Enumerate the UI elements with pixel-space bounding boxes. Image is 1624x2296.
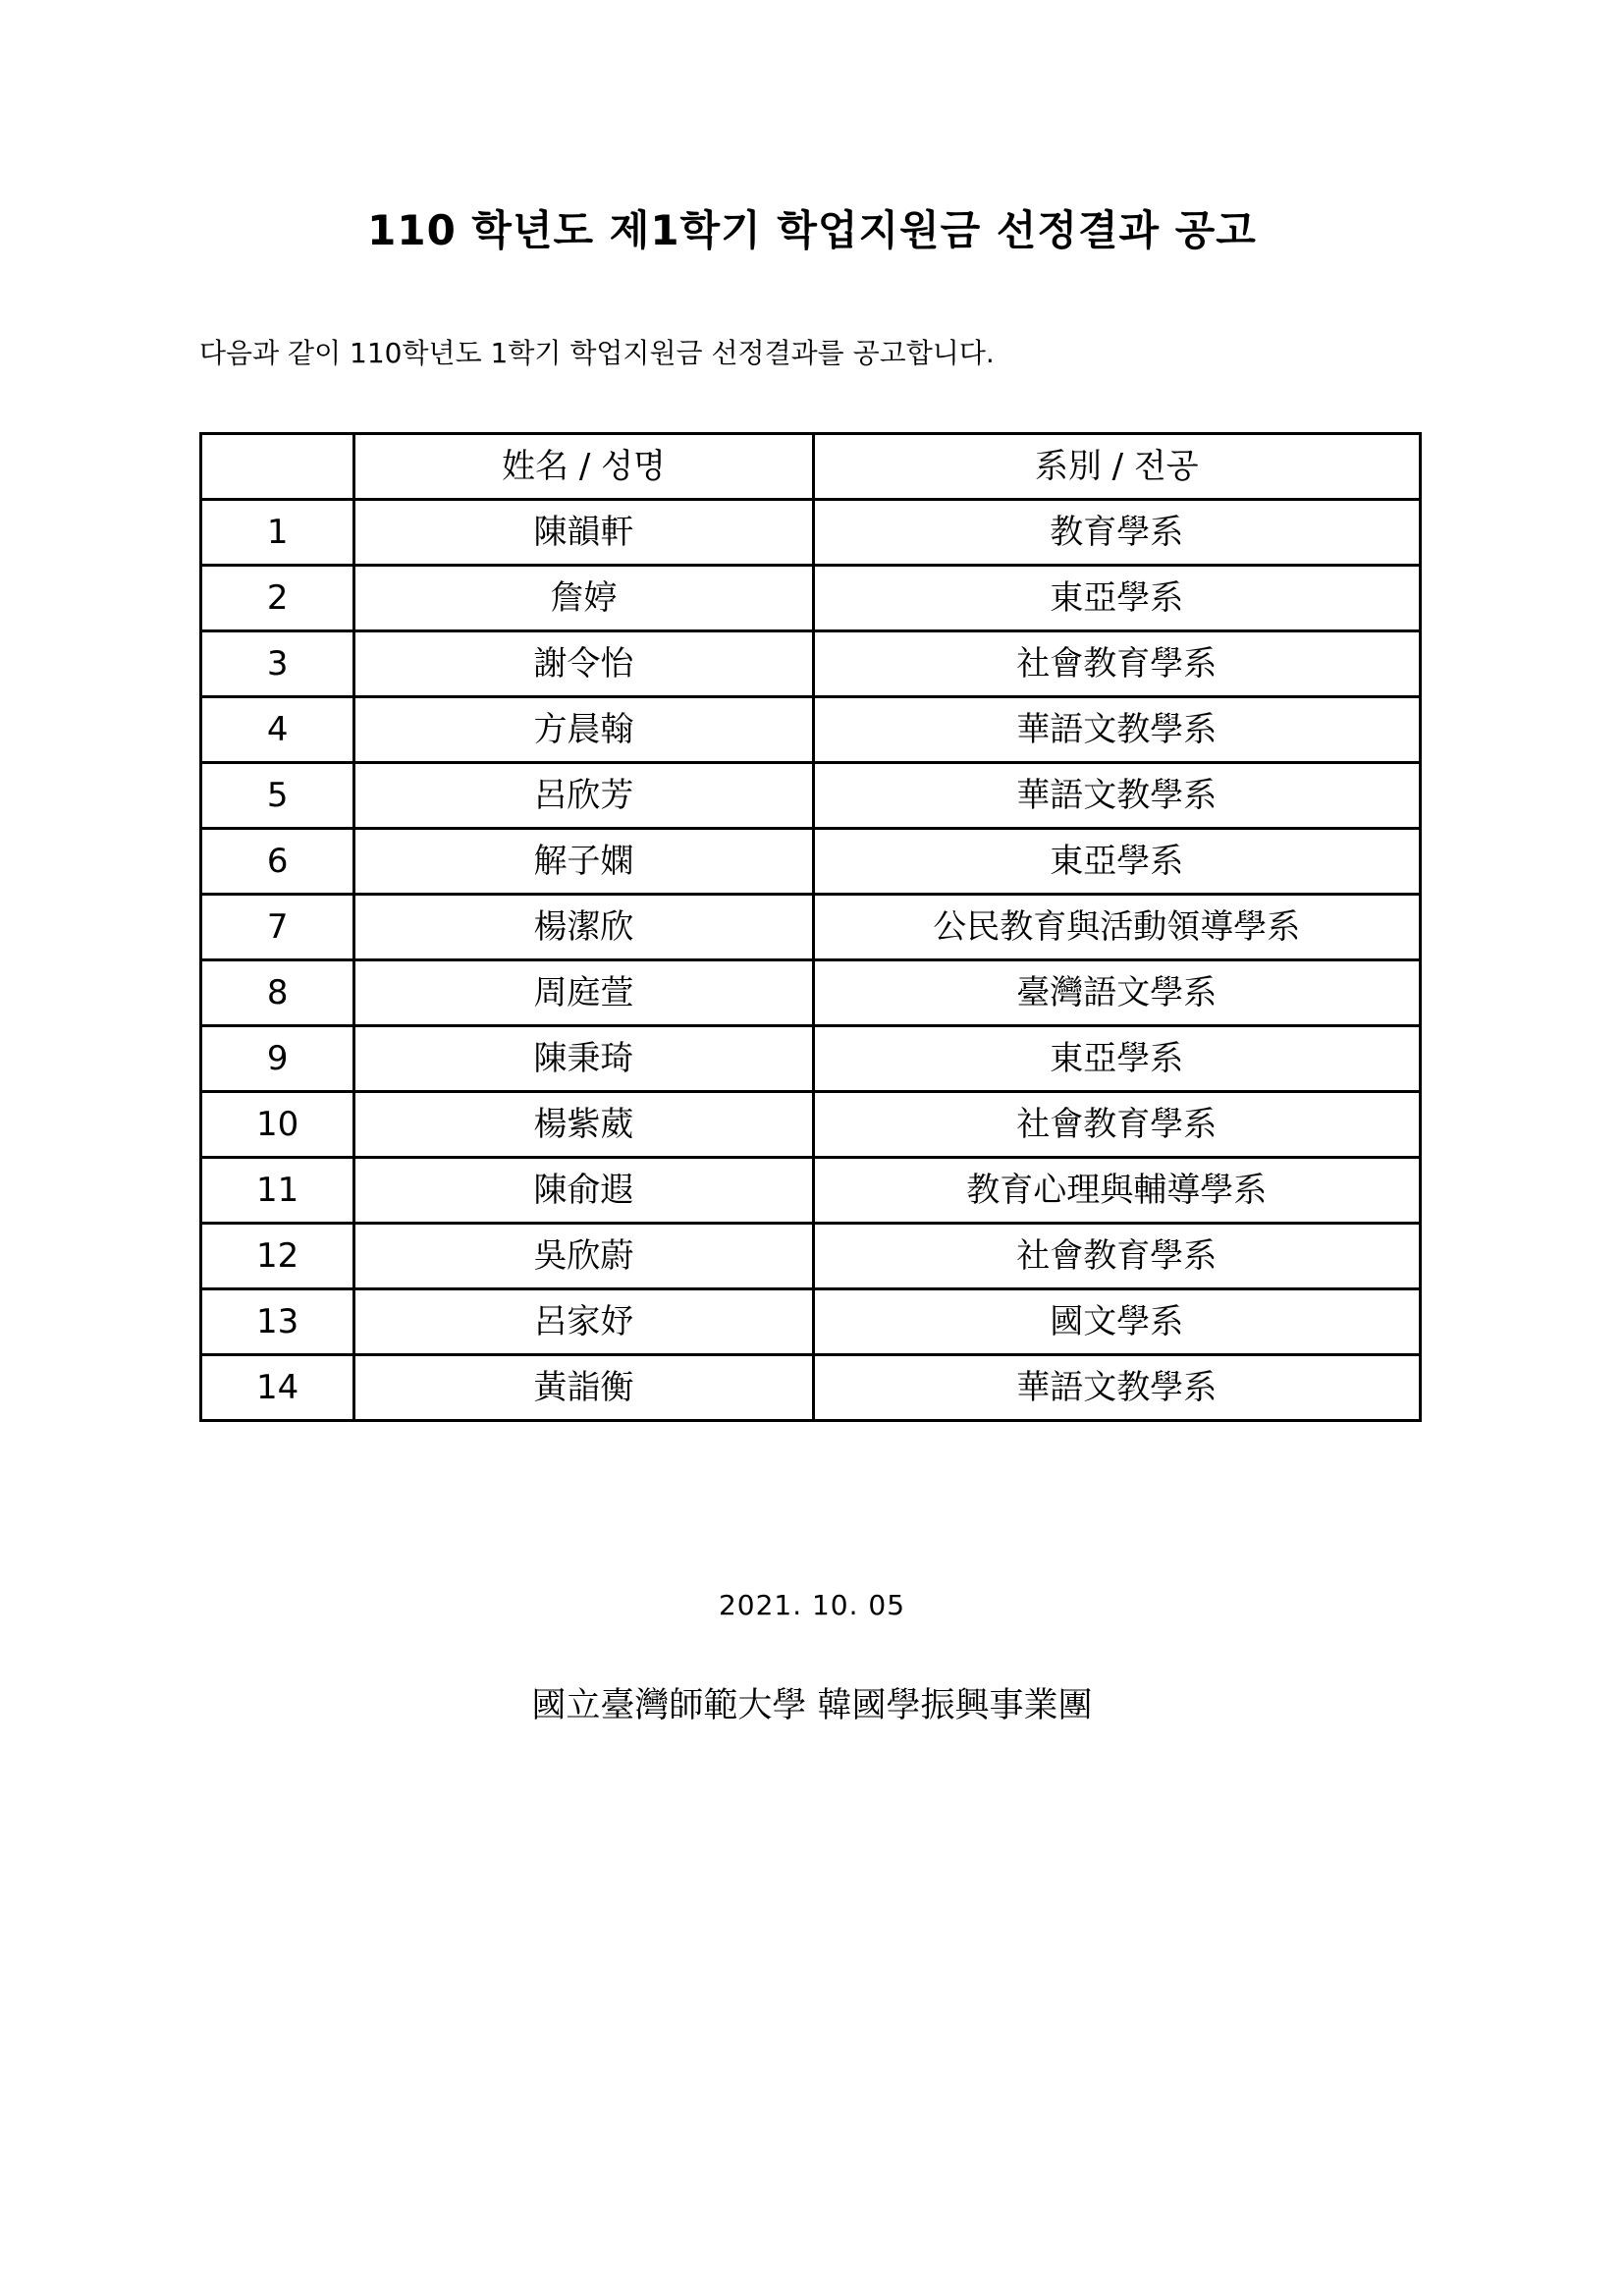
table-row (201, 697, 1421, 763)
table-row (201, 1158, 1421, 1224)
table-row (201, 1026, 1421, 1092)
header-name: 姓名 / 성명 (354, 434, 813, 500)
table-row (201, 1224, 1421, 1289)
student-name: 陳韻軒 (354, 500, 813, 566)
table-row (201, 500, 1421, 566)
row-number: 1 (201, 500, 354, 566)
results-table-body (201, 500, 1421, 1421)
table-row (201, 1289, 1421, 1355)
department-name: 教育心理與輔導學系 (813, 1158, 1421, 1224)
department-name: 華語文教學系 (813, 1355, 1421, 1421)
row-number: 9 (201, 1026, 354, 1092)
table-row (201, 895, 1421, 960)
row-number: 5 (201, 763, 354, 829)
table-row (201, 566, 1421, 631)
organization-name: 國立臺灣師範大學 韓國學振興事業團 (531, 1686, 1093, 1725)
department-name: 社會教育學系 (813, 1224, 1421, 1289)
student-name: 方晨翰 (354, 697, 813, 763)
student-name: 呂欣芳 (354, 763, 813, 829)
student-name: 謝令怡 (354, 631, 813, 697)
department-name: 教育學系 (813, 500, 1421, 566)
table-row (201, 960, 1421, 1026)
department-name: 東亞學系 (813, 566, 1421, 631)
department-name: 公民教育與活動領導學系 (813, 895, 1421, 960)
row-number: 10 (201, 1092, 354, 1158)
department-name: 國文學系 (813, 1289, 1421, 1355)
student-name: 詹婷 (354, 566, 813, 631)
announcement-date: 2021. 10. 05 (718, 1589, 906, 1621)
table-row (201, 1092, 1421, 1158)
department-name: 東亞學系 (813, 1026, 1421, 1092)
table-row (201, 829, 1421, 895)
student-name: 黃詣衡 (354, 1355, 813, 1421)
table-row (201, 631, 1421, 697)
student-name: 陳俞遐 (354, 1158, 813, 1224)
department-name: 東亞學系 (813, 829, 1421, 895)
row-number: 7 (201, 895, 354, 960)
row-number: 4 (201, 697, 354, 763)
student-name: 解子嫻 (354, 829, 813, 895)
row-number: 11 (201, 1158, 354, 1224)
department-name: 社會教育學系 (813, 1092, 1421, 1158)
student-name: 楊潔欣 (354, 895, 813, 960)
page-title: 110 학년도 제1학기 학업지원금 선정결과 공고 (367, 206, 1257, 254)
row-number: 13 (201, 1289, 354, 1355)
student-name: 陳秉琦 (354, 1026, 813, 1092)
table-header-row (201, 434, 1421, 500)
results-table (199, 432, 1422, 1422)
row-number: 14 (201, 1355, 354, 1421)
student-name: 呂家妤 (354, 1289, 813, 1355)
header-number (201, 434, 354, 500)
department-name: 華語文教學系 (813, 697, 1421, 763)
student-name: 吳欣蔚 (354, 1224, 813, 1289)
department-name: 臺灣語文學系 (813, 960, 1421, 1026)
header-department: 系別 / 전공 (813, 434, 1421, 500)
department-name: 華語文教學系 (813, 763, 1421, 829)
table-row (201, 763, 1421, 829)
row-number: 2 (201, 566, 354, 631)
student-name: 楊紫葳 (354, 1092, 813, 1158)
row-number: 12 (201, 1224, 354, 1289)
row-number: 3 (201, 631, 354, 697)
department-name: 社會教育學系 (813, 631, 1421, 697)
row-number: 6 (201, 829, 354, 895)
row-number: 8 (201, 960, 354, 1026)
table-row (201, 1355, 1421, 1421)
student-name: 周庭萱 (354, 960, 813, 1026)
intro-text: 다음과 같이 110학년도 1학기 학업지원금 선정결과를 공고합니다. (199, 337, 995, 369)
